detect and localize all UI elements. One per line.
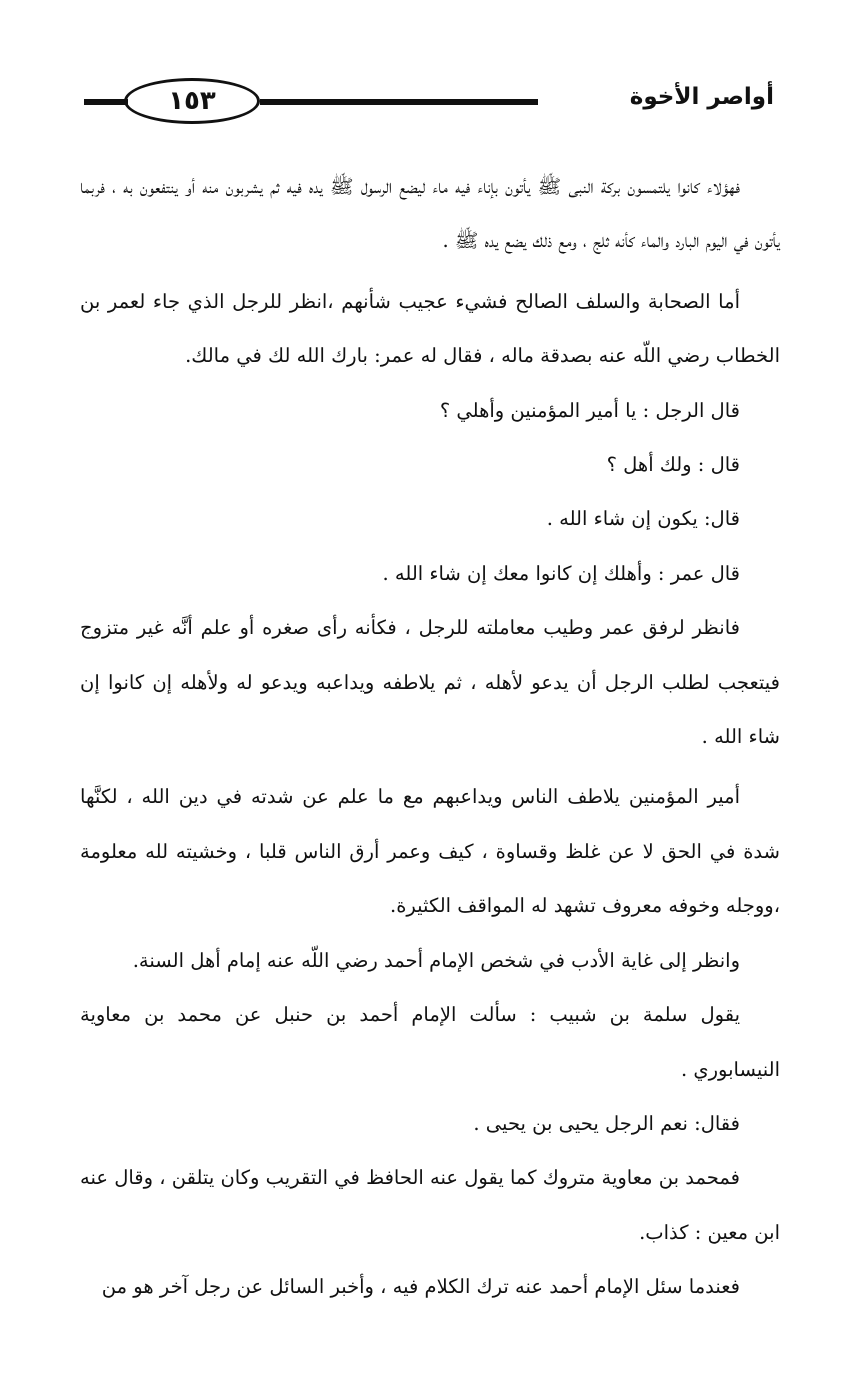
paragraph: فمحمد بن معاوية متروك كما يقول عنه الحافظ في التقريب وكان يتلقن ، وقال عنه ابن معين : كذاب. [80, 1166, 780, 1244]
paragraph: فانظر لرفق عمر وطيب معاملته للرجل ، فكأنه رأى صغره أو علم أنَّه غير متزوج فيتعجب لطلب الرجل أن يدعو لأهله ، ثم يلاطفه ويداعبه ويدعو له ولأهله إن كانوا إن شاء الله . [80, 616, 780, 749]
running-title: أواصر الأخوة [629, 84, 774, 110]
page-number-badge [124, 78, 260, 124]
header-rule-left [84, 99, 128, 105]
paragraph: فهؤلاء كانوا يلتمسون بركة النبى ﷺ يأتون بإناء فيه ماء ليضع الرسول ﷺ يده فيه ثم يشربون منه أو ينتفعون به ، فربما يأتون في اليوم البارد والماء كأنه ثلج ، ومع ذلك يضع يده ﷺ . [80, 175, 780, 253]
paragraph: قال عمر : وأهلك إن كانوا معك إن شاء الله . [382, 561, 740, 585]
paragraph: قال الرجل : يا أمير المؤمنين وأهلي ؟ [439, 398, 740, 422]
paragraph: أمير المؤمنين يلاطف الناس ويداعبهم مع ما علم عن شدته في دين الله ، لكنَّها شدة في الحق لا عن غلظ وقساوة ، كيف وعمر أرق الناس قلبا ، وخشيته لله معلومة ،ووجله وخوفه معروف تشهد له المواقف الكثيرة. [80, 785, 780, 918]
paragraph: فقال: نعم الرجل يحيى بن يحيى . [473, 1111, 740, 1135]
paragraph: قال: يكون إن شاء الله . [546, 507, 740, 531]
paragraph: فعندما سئل الإمام أحمد عنه ترك الكلام فيه ، وأخبر السائل عن رجل آخر هو من [101, 1275, 740, 1299]
paragraph: أما الصحابة والسلف الصالح فشيء عجيب شأنهم ،انظر للرجل الذي جاء لعمر بن الخطاب رضي اللّه عنه بصدقة ماله ، فقال له عمر: بارك الله لك في مالك. [80, 289, 780, 368]
body-text [80, 160, 780, 1315]
header-rule-right [260, 99, 538, 105]
page-header [84, 78, 774, 128]
paragraph: وانظر إلى غاية الأدب في شخص الإمام أحمد رضي اللّه عنه إمام أهل السنة. [132, 948, 740, 972]
paragraph: يقول سلمة بن شبيب : سألت الإمام أحمد بن حنبل عن محمد بن معاوية النيسابوري . [80, 1003, 780, 1081]
paragraph: قال : ولك أهل ؟ [606, 453, 740, 477]
page-number: ١٥٣ [168, 86, 216, 116]
